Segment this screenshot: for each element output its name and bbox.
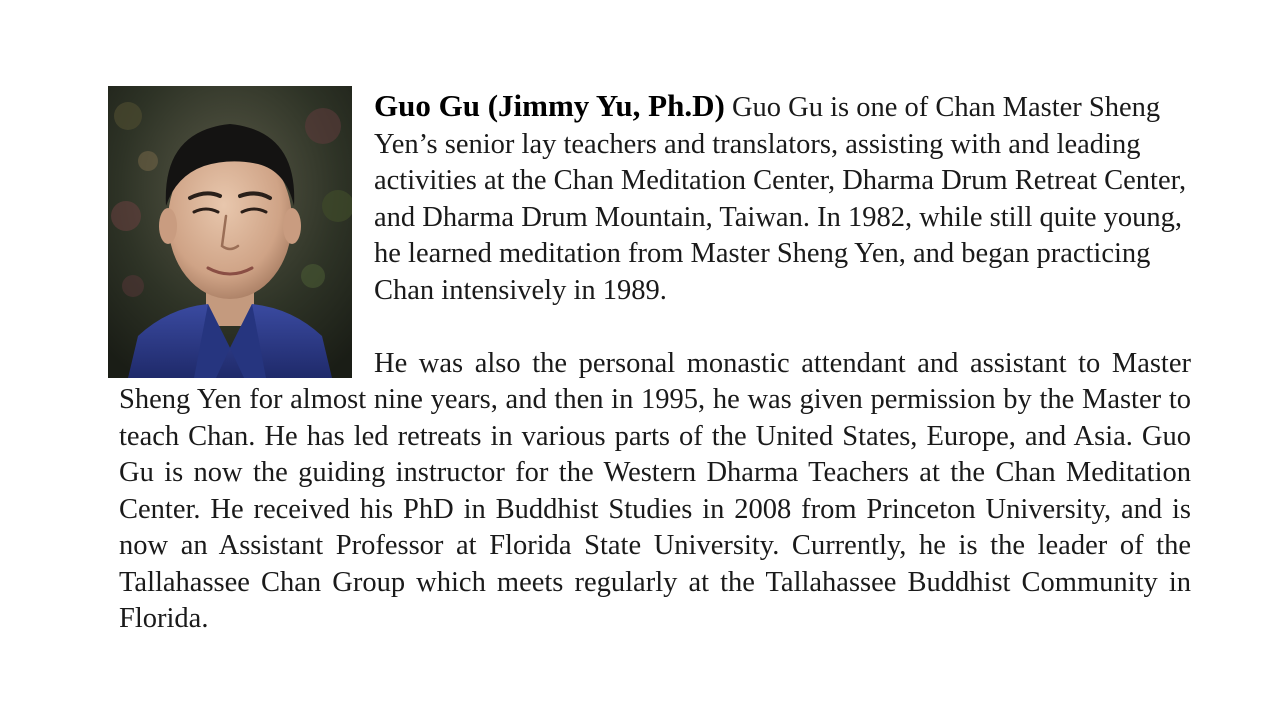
portrait-photo <box>108 86 352 378</box>
bio-text-block <box>119 88 1191 638</box>
person-name: Guo Gu (Jimmy Yu, Ph.D) <box>374 88 725 123</box>
bio-paragraph-1-text: Guo Gu is one of Chan Master Sheng Yen’s senior lay teachers and translators, assisting with and leading activities at the Chan Meditation Center, Dharma Drum Retreat Center, and Dharma Drum Mountain, Taiwan. In 1982, while still quite young, he learned meditation from Master Sheng Yen, and began practicing Chan intensively in 1989. <box>374 92 1187 306</box>
bio-paragraph-2: He was also the personal monastic attendant and assistant to Master Sheng Yen for almost nine years, and then in 1995, he was given permission by the Master to teach Chan. He has led retreats in various parts of the United States, Europe, and Asia. Guo Gu is now the guiding instructor for the Western Dharma Teachers at the Chan Meditation Center. He received his PhD in Buddhist Studies in 2008 from Princeton University, and is now an Assistant Professor at Florida State University. Currently, he is the leader of the Tallahassee Chan Group which meets regularly at the Tallahassee Buddhist Community in Florida. <box>119 347 1191 634</box>
